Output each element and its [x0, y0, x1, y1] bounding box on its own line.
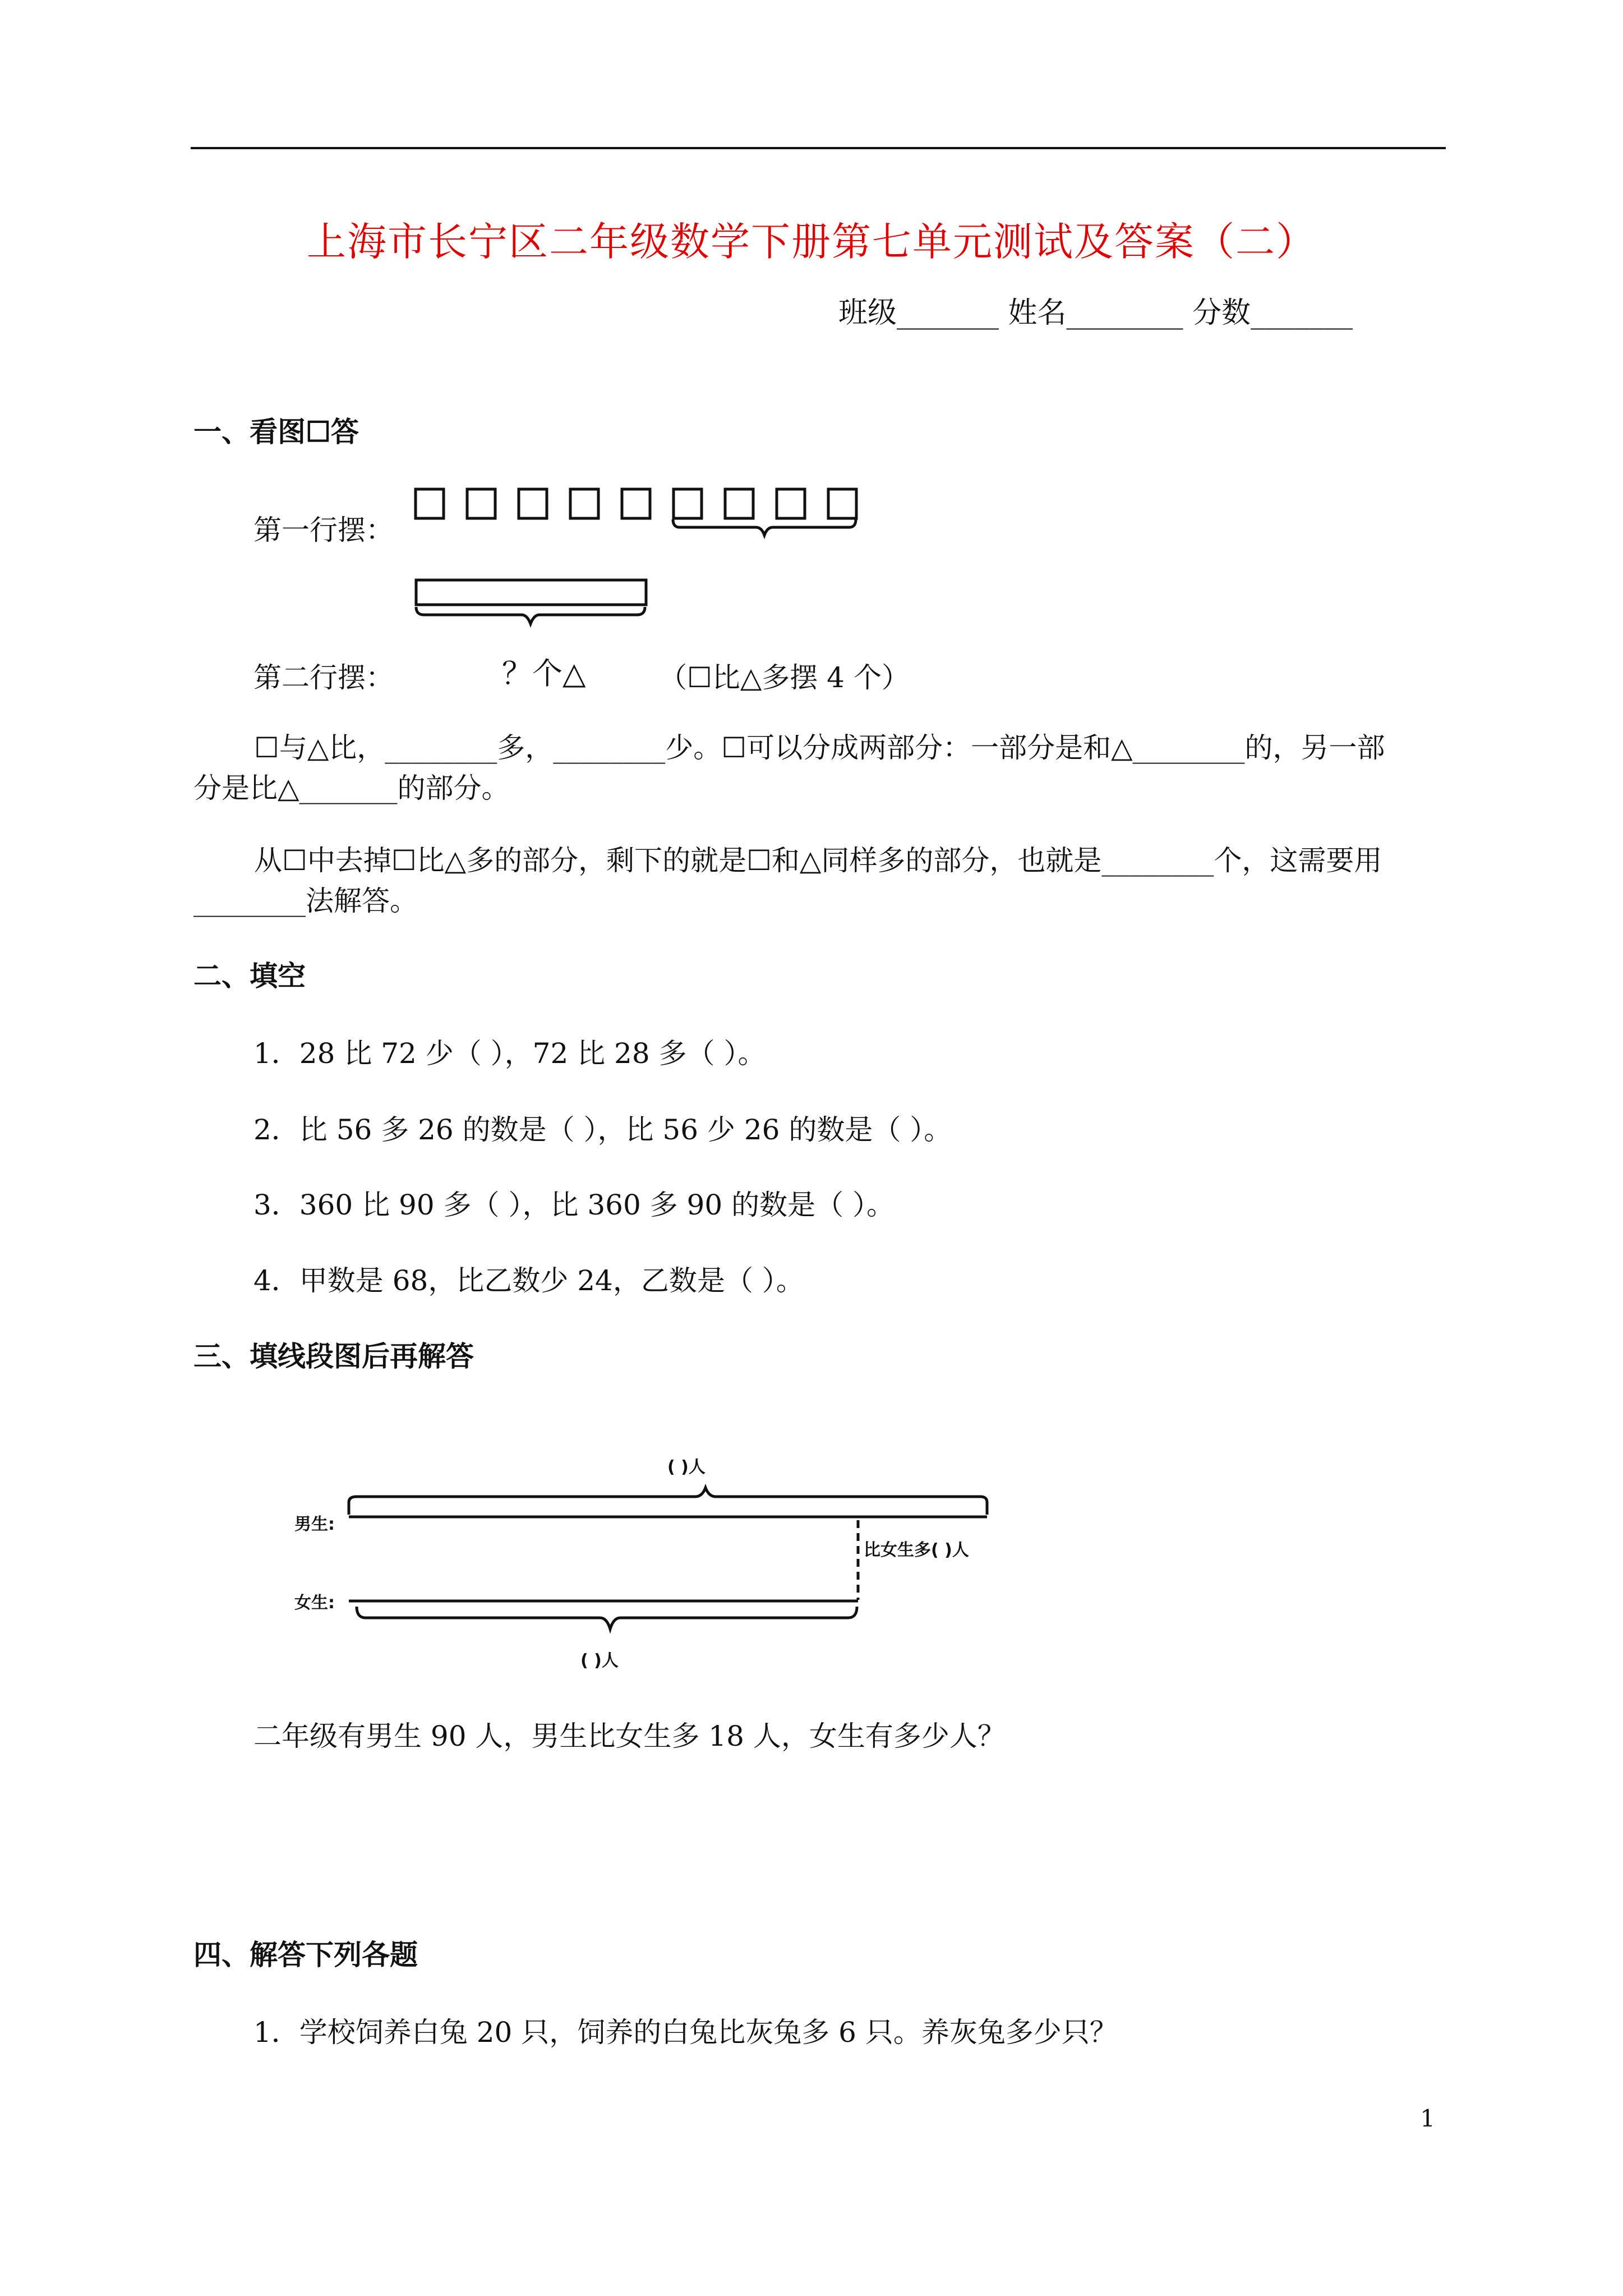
- triangle-bar: [416, 580, 646, 605]
- name-field[interactable]: 姓名________: [1008, 296, 1183, 330]
- square-4: [570, 489, 598, 518]
- girls-bottom-brace: [357, 1607, 857, 1629]
- difference-label: 比女生多( )人: [864, 1540, 969, 1560]
- square-6: [674, 489, 702, 518]
- student-info: [838, 289, 1353, 331]
- para1-line2: 分是比△_______的部分。: [193, 772, 510, 804]
- section3-heading: 三、填线段图后再解答: [193, 1340, 474, 1373]
- square-9: [828, 489, 856, 518]
- page-title: 上海市长宁区二年级数学下册第七单元测试及答案（二）: [307, 219, 1316, 265]
- triangle-bar-brace: [416, 607, 645, 624]
- square-7: [725, 489, 753, 518]
- extra-part-brace: [673, 519, 856, 535]
- class-field[interactable]: 班级_______: [838, 296, 999, 330]
- section1-paragraph-2: [193, 840, 1450, 921]
- square-2: [467, 489, 495, 518]
- fill-item-1: 1．28 比 72 少（ ），72 比 28 多（ ）。: [253, 1037, 766, 1070]
- triangles-row-figure: [409, 572, 656, 639]
- squares-row-figure: [409, 482, 875, 544]
- section1-paragraph-1: [193, 728, 1450, 808]
- top-brace-label: ( )人: [667, 1457, 706, 1477]
- fill-item-3: 3．360 比 90 多（ ），比 360 多 90 的数是（ ）。: [253, 1189, 895, 1221]
- para2-line1: 从☐中去掉☐比△多的部分，剩下的就是☐和△同样多的部分，也就是________个，这需要用: [254, 844, 1382, 877]
- square-3: [519, 489, 547, 518]
- section4-heading: 四、解答下列各题: [193, 1938, 418, 1971]
- bottom-brace-label: ( )人: [580, 1651, 619, 1671]
- solve-item-1: 1．学校饲养白兔 20 只，饲养的白兔比灰兔多 6 只。养灰兔多少只？: [253, 2016, 1118, 2049]
- para1-line1: ☐与△比，________多，________少。☐可以分成两部分：一部分是和△________的，另一部: [254, 731, 1385, 764]
- row1-label: 第一行摆：: [253, 514, 394, 546]
- page-number: 1: [1420, 2105, 1435, 2132]
- girls-label: 女生:: [294, 1593, 335, 1613]
- line-segment-diagram: [336, 1470, 1009, 1655]
- fill-item-2: 2．比 56 多 26 的数是（ ），比 56 少 26 的数是（ ）。: [253, 1114, 952, 1146]
- row2-question: ？个△: [502, 656, 586, 691]
- square-1: [416, 489, 444, 518]
- top-rule: [191, 147, 1446, 149]
- square-8: [777, 489, 805, 518]
- square-5: [622, 489, 650, 518]
- row2-label: 第二行摆：: [253, 661, 394, 694]
- para2-line2: ________法解答。: [193, 885, 418, 917]
- section2-heading: 二、填空: [193, 959, 306, 992]
- boys-top-brace: [349, 1488, 987, 1515]
- score-field[interactable]: 分数_______: [1192, 296, 1353, 330]
- section1-heading: 一、看图☐答: [193, 415, 359, 448]
- section3-question: 二年级有男生 90 人，男生比女生多 18 人，女生有多少人？: [253, 1720, 1006, 1752]
- fill-item-4: 4．甲数是 68，比乙数少 24，乙数是（ ）。: [253, 1264, 804, 1297]
- boys-label: 男生:: [294, 1515, 335, 1534]
- row2-note: （☐比△多摆 4 个）: [659, 661, 910, 694]
